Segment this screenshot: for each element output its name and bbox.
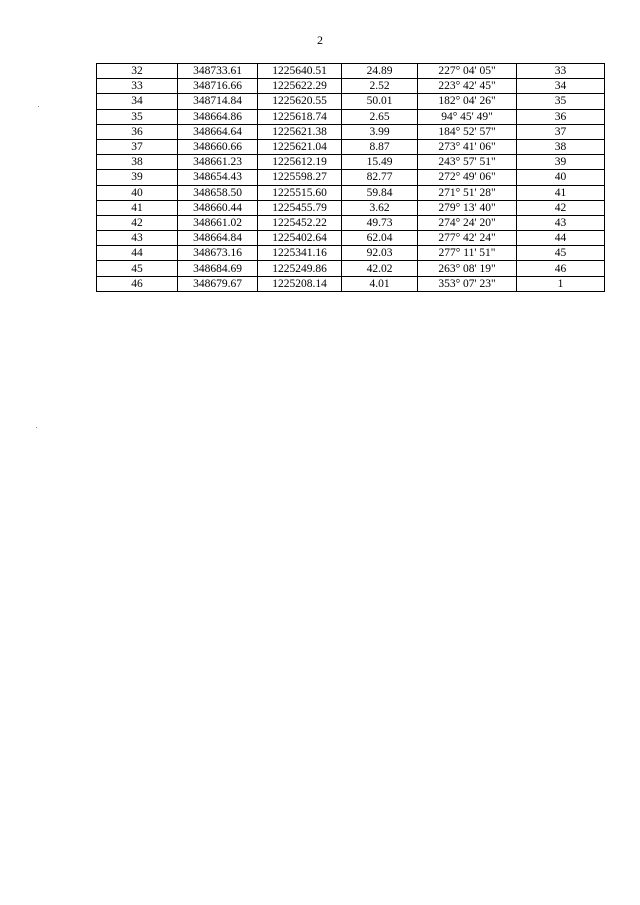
scan-artifact-dot bbox=[38, 106, 39, 107]
distance-cell: 50.01 bbox=[342, 94, 418, 109]
coordinates-table bbox=[96, 63, 605, 292]
bearing-cell: 243° 57' 51" bbox=[418, 155, 517, 170]
y-coordinate-cell: 1225402.64 bbox=[258, 231, 342, 246]
x-coordinate-cell: 348684.69 bbox=[178, 261, 258, 276]
next-point-cell: 43 bbox=[517, 215, 605, 230]
x-coordinate-cell: 348664.86 bbox=[178, 109, 258, 124]
next-point-cell: 36 bbox=[517, 109, 605, 124]
x-coordinate-cell: 348661.23 bbox=[178, 155, 258, 170]
x-coordinate-cell: 348664.64 bbox=[178, 124, 258, 139]
next-point-cell: 41 bbox=[517, 185, 605, 200]
bearing-cell: 223° 42' 45" bbox=[418, 79, 517, 94]
table-row bbox=[97, 109, 605, 124]
x-coordinate-cell: 348716.66 bbox=[178, 79, 258, 94]
bearing-cell: 182° 04' 26" bbox=[418, 94, 517, 109]
table-row bbox=[97, 155, 605, 170]
distance-cell: 3.62 bbox=[342, 200, 418, 215]
y-coordinate-cell: 1225622.29 bbox=[258, 79, 342, 94]
y-coordinate-cell: 1225612.19 bbox=[258, 155, 342, 170]
point-number-cell: 38 bbox=[97, 155, 178, 170]
next-point-cell: 35 bbox=[517, 94, 605, 109]
distance-cell: 59.84 bbox=[342, 185, 418, 200]
distance-cell: 92.03 bbox=[342, 246, 418, 261]
next-point-cell: 40 bbox=[517, 170, 605, 185]
y-coordinate-cell: 1225249.86 bbox=[258, 261, 342, 276]
y-coordinate-cell: 1225452.22 bbox=[258, 215, 342, 230]
point-number-cell: 43 bbox=[97, 231, 178, 246]
point-number-cell: 32 bbox=[97, 64, 178, 79]
table-row bbox=[97, 170, 605, 185]
y-coordinate-cell: 1225598.27 bbox=[258, 170, 342, 185]
point-number-cell: 39 bbox=[97, 170, 178, 185]
x-coordinate-cell: 348673.16 bbox=[178, 246, 258, 261]
bearing-cell: 94° 45' 49" bbox=[418, 109, 517, 124]
y-coordinate-cell: 1225640.51 bbox=[258, 64, 342, 79]
point-number-cell: 46 bbox=[97, 276, 178, 291]
table-row bbox=[97, 124, 605, 139]
y-coordinate-cell: 1225618.74 bbox=[258, 109, 342, 124]
bearing-cell: 274° 24' 20" bbox=[418, 215, 517, 230]
bearing-cell: 272° 49' 06" bbox=[418, 170, 517, 185]
bearing-cell: 277° 11' 51" bbox=[418, 246, 517, 261]
x-coordinate-cell: 348664.84 bbox=[178, 231, 258, 246]
x-coordinate-cell: 348661.02 bbox=[178, 215, 258, 230]
x-coordinate-cell: 348660.66 bbox=[178, 139, 258, 154]
bearing-cell: 184° 52' 57" bbox=[418, 124, 517, 139]
table-row bbox=[97, 185, 605, 200]
table-row bbox=[97, 200, 605, 215]
distance-cell: 2.52 bbox=[342, 79, 418, 94]
next-point-cell: 45 bbox=[517, 246, 605, 261]
distance-cell: 8.87 bbox=[342, 139, 418, 154]
next-point-cell: 46 bbox=[517, 261, 605, 276]
y-coordinate-cell: 1225208.14 bbox=[258, 276, 342, 291]
next-point-cell: 42 bbox=[517, 200, 605, 215]
distance-cell: 2.65 bbox=[342, 109, 418, 124]
next-point-cell: 33 bbox=[517, 64, 605, 79]
point-number-cell: 35 bbox=[97, 109, 178, 124]
x-coordinate-cell: 348679.67 bbox=[178, 276, 258, 291]
bearing-cell: 353° 07' 23" bbox=[418, 276, 517, 291]
table-row bbox=[97, 276, 605, 291]
y-coordinate-cell: 1225620.55 bbox=[258, 94, 342, 109]
bearing-cell: 273° 41' 06" bbox=[418, 139, 517, 154]
page-number: 2 bbox=[317, 33, 323, 47]
coordinates-table-body bbox=[97, 64, 605, 292]
point-number-cell: 45 bbox=[97, 261, 178, 276]
distance-cell: 3.99 bbox=[342, 124, 418, 139]
table-row bbox=[97, 261, 605, 276]
next-point-cell: 1 bbox=[517, 276, 605, 291]
point-number-cell: 44 bbox=[97, 246, 178, 261]
bearing-cell: 271° 51' 28" bbox=[418, 185, 517, 200]
table-row bbox=[97, 64, 605, 79]
next-point-cell: 44 bbox=[517, 231, 605, 246]
point-number-cell: 34 bbox=[97, 94, 178, 109]
y-coordinate-cell: 1225621.38 bbox=[258, 124, 342, 139]
distance-cell: 62.04 bbox=[342, 231, 418, 246]
table-row bbox=[97, 94, 605, 109]
scan-artifact-dot bbox=[36, 427, 37, 428]
next-point-cell: 34 bbox=[517, 79, 605, 94]
table-row bbox=[97, 246, 605, 261]
bearing-cell: 227° 04' 05" bbox=[418, 64, 517, 79]
y-coordinate-cell: 1225455.79 bbox=[258, 200, 342, 215]
next-point-cell: 37 bbox=[517, 124, 605, 139]
distance-cell: 82.77 bbox=[342, 170, 418, 185]
distance-cell: 42.02 bbox=[342, 261, 418, 276]
bearing-cell: 263° 08' 19" bbox=[418, 261, 517, 276]
table-row bbox=[97, 231, 605, 246]
point-number-cell: 42 bbox=[97, 215, 178, 230]
distance-cell: 49.73 bbox=[342, 215, 418, 230]
point-number-cell: 36 bbox=[97, 124, 178, 139]
table-row bbox=[97, 79, 605, 94]
point-number-cell: 33 bbox=[97, 79, 178, 94]
distance-cell: 24.89 bbox=[342, 64, 418, 79]
x-coordinate-cell: 348660.44 bbox=[178, 200, 258, 215]
y-coordinate-cell: 1225341.16 bbox=[258, 246, 342, 261]
table-row bbox=[97, 215, 605, 230]
x-coordinate-cell: 348658.50 bbox=[178, 185, 258, 200]
point-number-cell: 40 bbox=[97, 185, 178, 200]
bearing-cell: 279° 13' 40" bbox=[418, 200, 517, 215]
table-row bbox=[97, 139, 605, 154]
bearing-cell: 277° 42' 24" bbox=[418, 231, 517, 246]
point-number-cell: 37 bbox=[97, 139, 178, 154]
x-coordinate-cell: 348654.43 bbox=[178, 170, 258, 185]
x-coordinate-cell: 348733.61 bbox=[178, 64, 258, 79]
y-coordinate-cell: 1225621.04 bbox=[258, 139, 342, 154]
x-coordinate-cell: 348714.84 bbox=[178, 94, 258, 109]
next-point-cell: 38 bbox=[517, 139, 605, 154]
y-coordinate-cell: 1225515.60 bbox=[258, 185, 342, 200]
distance-cell: 4.01 bbox=[342, 276, 418, 291]
distance-cell: 15.49 bbox=[342, 155, 418, 170]
next-point-cell: 39 bbox=[517, 155, 605, 170]
point-number-cell: 41 bbox=[97, 200, 178, 215]
